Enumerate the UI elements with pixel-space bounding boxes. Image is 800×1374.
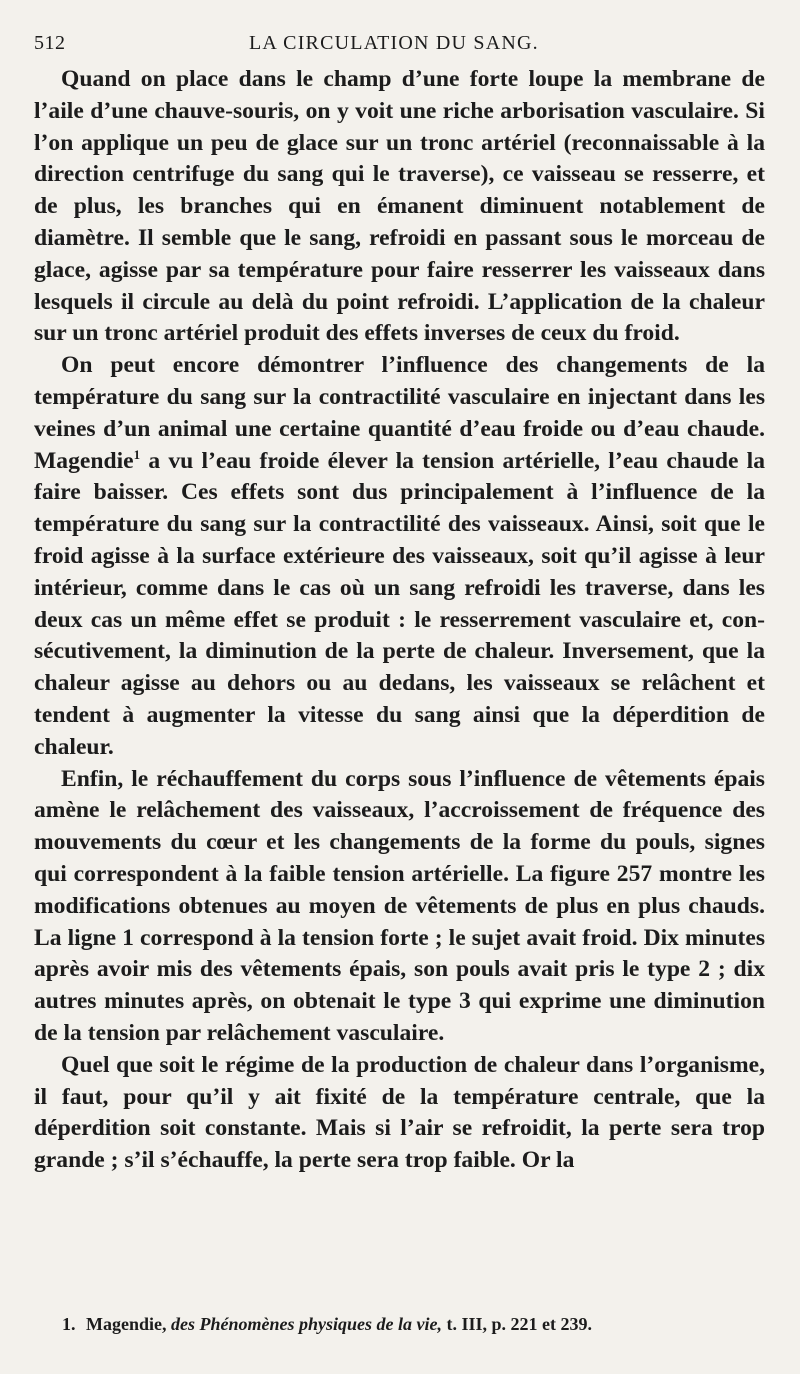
footnote (62, 1312, 762, 1336)
footnote-title: des Phénomènes physiques de la vie, (171, 1314, 442, 1334)
paragraph-3: Enfin, le réchauffement du corps sous l’influence de vêtements épais amène le relâchement des vaisseaux, l’accroissement de fréquence des mouvements du cœur et les changements de la forme du pouls, signes qui correspondent à la faible tension artérielle. La figure 257 montre les modifications obtenues au moyen de vêtements de plus en plus chauds. La ligne 1 correspond à la tension forte ; le sujet avait froid. Dix minutes après avoir mis des vêtements épais, son pouls avait pris le type 2 ; dix autres minutes après, on obtenait le type 3 qui exprime une diminution de la tension par relâchement vasculaire. (34, 765, 765, 1046)
paragraph-1: Quand on place dans le champ d’une forte loupe la membrane de l’aile d’une chauve-souris, on y voit une riche arborisation vasculaire. Si l’on applique un peu de glace sur un tronc artériel (reconnaissable à la direction centrifuge du sang qui le traverse), ce vaisseau se resserre, et de plus, les branches qui en émanent diminuent notablement de diamètre. Il semble que le sang, refroidi en passant sous le morceau de glace, agisse par sa température pour faire resserrer les vaisseaux dans lesquels il circule au delà du point refroidi. L’application de la chaleur sur un tronc artériel produit des effets inverses de ceux du froid. (34, 66, 765, 347)
footnote-marker: 1 (133, 446, 141, 462)
footnote-number: 1. (62, 1314, 76, 1334)
paragraph-2-text-before-note: On peut encore démontrer l’influence des changements de la température du sang sur la contractilité vasculaire en injectant dans les veines d’un animal une certaine quantité d’eau froide ou d’eau chaude. Magendie (34, 352, 765, 474)
running-title: LA CIRCULATION DU SANG. (249, 32, 539, 54)
paragraph-2-text-after-note: a vu l’eau froide élever la tension artérielle, l’eau chaude la faire baisser. Ces effets sont dus principalement à l’influence de la température du sang sur la contractilité des vaisseaux. Ainsi, soit que le froid agisse à la surface extérieure des vaisseaux, soit qu’il agisse à leur intérieur, comme dans le cas où un sang refroidi les traverse, dans les deux cas un même effet se produit : le resserrement vasculaire et, consécutivement, la diminution de la perte de chaleur. Inversement, que la chaleur agisse au dehors ou au dedans, les vaisseaux se relâchent et tendent à augmenter la vitesse du sang ainsi que la déperdition de chaleur. (34, 447, 765, 760)
footnote-author: Magendie, (86, 1314, 167, 1334)
page-number: 512 (34, 32, 66, 54)
running-header (34, 32, 764, 60)
footnote-details: t. III, p. 221 et 239. (446, 1314, 592, 1334)
paragraph-2 (34, 350, 765, 763)
paragraph-4: Quel que soit le régime de la production de chaleur dans l’organisme, il faut, pour qu’il y ait fixité de la température centrale, que la déperdition soit constante. Mais si l’air se refroidit, la perte sera trop grande ; s’il s’échauffe, la perte sera trop faible. Or la (34, 1051, 765, 1174)
body-text (34, 64, 765, 1177)
